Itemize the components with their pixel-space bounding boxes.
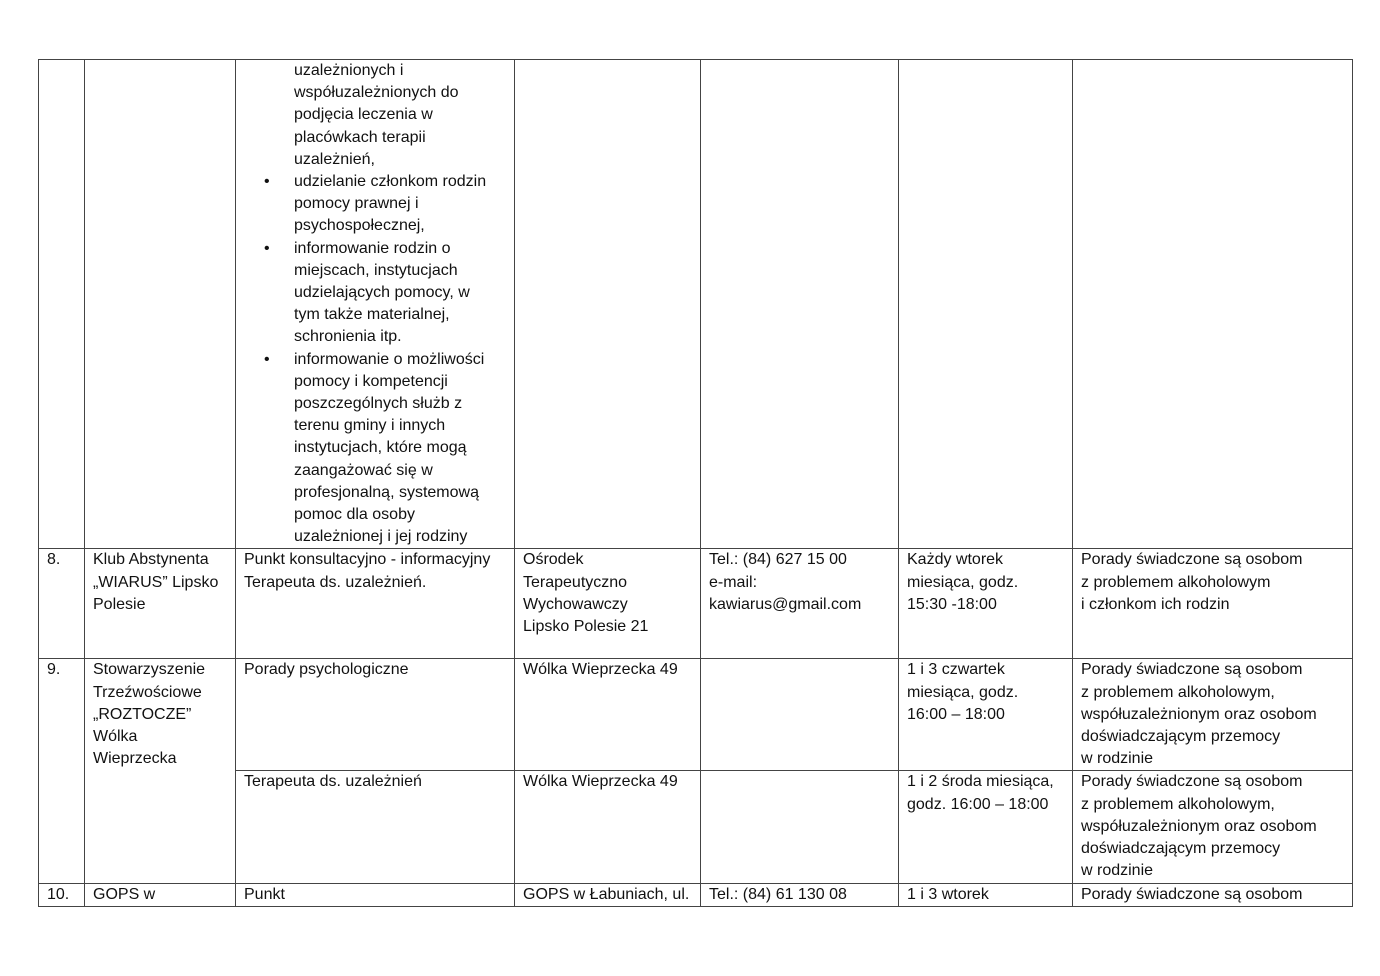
cell-hours (899, 60, 1073, 549)
list-item: uzależnionych i współuzależnionych do podjęcia leczenia w placówkach terapii uzależnień, (294, 62, 459, 168)
cell-notes: Porady świadczone są osobom z problemem alkoholowym, współuzależnionym oraz osobom doświadczającym przemocy w rodzinie (1073, 659, 1353, 771)
list-item: • informowanie o możliwości pomocy i kompetencji poszczególnych służb z terenu gminy i innych instytucjach, które mogą zaangażować się w profesjonalną, systemową pomoc dla osoby uzależnionej i jej rodziny (294, 349, 506, 549)
table-row-9b (39, 771, 1353, 883)
cell-service: Terapeuta ds. uzależnień (236, 771, 515, 883)
cell-contact: Tel.: (84) 61 130 08 (701, 883, 899, 906)
table-row-9a (39, 659, 1353, 771)
cell-address: Ośrodek Terapeutyczno Wychowawczy Lipsko Polesie 21 (515, 549, 701, 659)
cell-service: Porady psychologiczne (236, 659, 515, 771)
cell-notes: Porady świadczone są osobom z problemem alkoholowym i członkom ich rodzin (1073, 549, 1353, 659)
services-table (38, 59, 1353, 907)
cell-contact (701, 771, 899, 883)
cell-num (39, 60, 85, 549)
cell-address: GOPS w Łabuniach, ul. (515, 883, 701, 906)
cell-org: Klub Abstynenta „WIARUS” Lipsko Polesie (85, 549, 236, 659)
cell-org: Stowarzyszenie Trzeźwościowe „ROZTOCZE” Wólka Wieprzecka (85, 659, 236, 883)
cell-num: 9. (39, 659, 85, 883)
list-item: • informowanie rodzin o miejscach, instytucjach udzielających pomocy, w tym także materialnej, schronienia itp. (294, 238, 506, 349)
cell-notes: Porady świadczone są osobom (1073, 883, 1353, 906)
cell-hours: Każdy wtorek miesiąca, godz. 15:30 -18:00 (899, 549, 1073, 659)
table-row-7 (39, 60, 1353, 549)
service-bullet-list (236, 60, 506, 548)
cell-num: 10. (39, 883, 85, 906)
cell-service (236, 60, 515, 549)
cell-org (85, 60, 236, 549)
table-row-8 (39, 549, 1353, 659)
cell-service: Punkt (236, 883, 515, 906)
list-item: • udzielanie członkom rodzin pomocy prawnej i psychospołecznej, (294, 171, 506, 238)
cell-contact: Tel.: (84) 627 15 00 e-mail: kawiarus@gmail.com (701, 549, 899, 659)
cell-notes (1073, 60, 1353, 549)
cell-hours: 1 i 3 wtorek (899, 883, 1073, 906)
cell-contact (701, 659, 899, 771)
cell-num: 8. (39, 549, 85, 659)
cell-hours: 1 i 3 czwartek miesiąca, godz. 16:00 – 18:00 (899, 659, 1073, 771)
cell-address (515, 60, 701, 549)
table-row-10 (39, 883, 1353, 906)
cell-org: GOPS w (85, 883, 236, 906)
email-link[interactable]: kawiarus@gmail.com (709, 595, 862, 613)
cell-service: Punkt konsultacyjno - informacyjny Terapeuta ds. uzależnień. (236, 549, 515, 659)
cell-address: Wólka Wieprzecka 49 (515, 659, 701, 771)
cell-contact (701, 60, 899, 549)
cell-hours: 1 i 2 środa miesiąca, godz. 16:00 – 18:00 (899, 771, 1073, 883)
cell-notes: Porady świadczone są osobom z problemem alkoholowym, współuzależnionym oraz osobom doświadczającym przemocy w rodzinie (1073, 771, 1353, 883)
cell-address: Wólka Wieprzecka 49 (515, 771, 701, 883)
